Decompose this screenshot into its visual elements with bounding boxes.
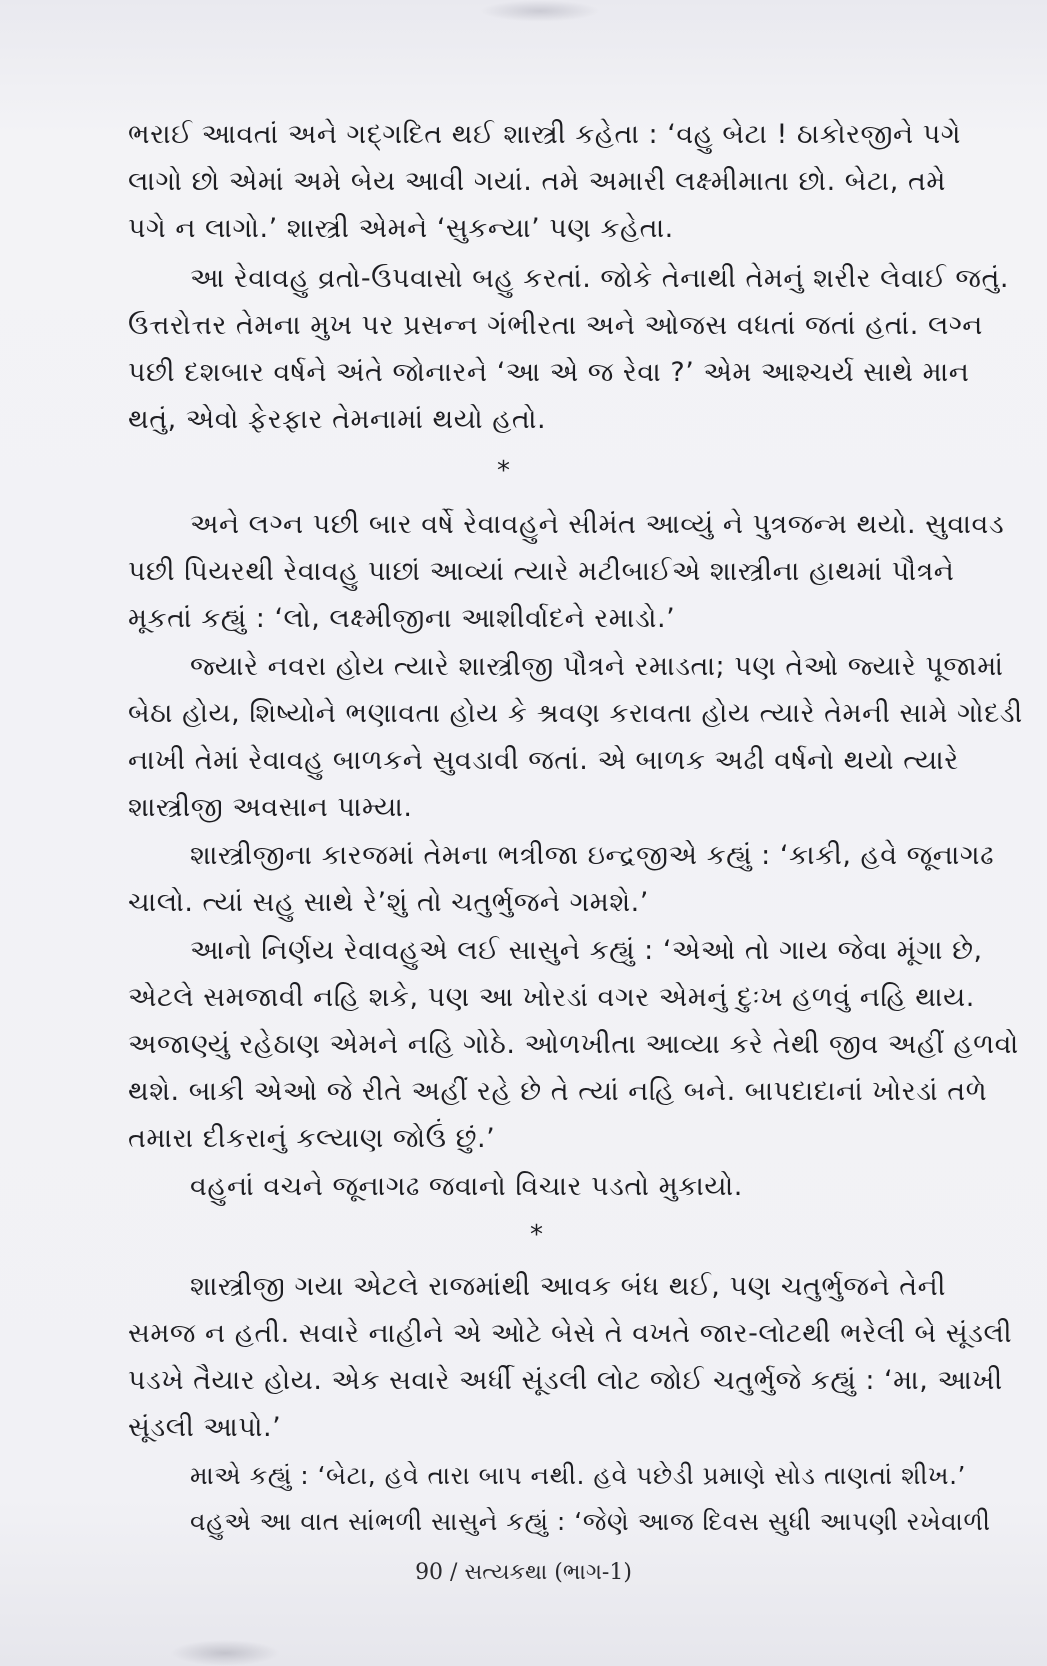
text-line: તમારા દીકરાનું કલ્યાણ જોઉં છું.’ (128, 1123, 496, 1154)
section-separator: * (530, 1220, 543, 1250)
scan-mark-top (480, 0, 600, 22)
text-line: આ રેવાવહુ વ્રતો-ઉપવાસો બહુ કરતાં. જોકે તેનાથી તેમનું શરીર લેવાઈ જતું. (190, 263, 1009, 294)
text-line: નાખી તેમાં રેવાવહુ બાળકને સુવડાવી જતાં. એ બાળક અઢી વર્ષનો થયો ત્યારે (128, 745, 959, 776)
text-line: થશે. બાકી એઓ જે રીતે અહીં રહે છે તે ત્યાં નહિ બને. બાપદાદાનાં ખોરડાં તળે (128, 1076, 988, 1107)
text-line: શાસ્ત્રીજી ગયા એટલે રાજમાંથી આવક બંધ થઈ, પણ ચતુર્ભુજને તેની (190, 1271, 946, 1302)
text-line: ચાલો. ત્યાં સહુ સાથે રે’શું તો ચતુર્ભુજને ગમશે.’ (128, 887, 649, 918)
text-line: અને લગ્ન પછી બાર વર્ષે રેવાવહુને સીમંત આવ્યું ને પુત્રજન્મ થયો. સુવાવડ (190, 509, 1005, 540)
text-line: મૂકતાં કહ્યું : ‘લો, લક્ષ્મીજીના આશીર્વાદને રમાડો.’ (128, 603, 676, 634)
section-separator: * (497, 456, 510, 486)
text-line: પગે ન લાગો.’ શાસ્ત્રી એમને ‘સુકન્યા’ પણ કહેતા. (128, 213, 674, 244)
text-line: ઉત્તરોત્તર તેમના મુખ પર પ્રસન્ન ગંભીરતા અને ઓજસ વધતાં જતાં હતાં. લગ્ન (128, 310, 983, 341)
scan-mark-bottom (170, 1640, 280, 1666)
text-line: આનો નિર્ણય રેવાવહુએ લઈ સાસુને કહ્યું : ‘એઓ તો ગાય જેવા મૂંગા છે, (190, 935, 983, 966)
text-line: માએ કહ્યું : ‘બેટા, હવે તારા બાપ નથી. હવે પછેડી પ્રમાણે સોડ તાણતાં શીખ.’ (190, 1461, 966, 1490)
text-line: એટલે સમજાવી નહિ શકે, પણ આ ખોરડાં વગર એમનું દુઃખ હળવું નહિ થાય. (128, 982, 975, 1013)
page-footer: 90 / સત્યકથા (ભાગ-1) (415, 1560, 632, 1585)
text-line: વહુએ આ વાત સાંભળી સાસુને કહ્યું : ‘જેણે આજ દિવસ સુધી આપણી રખેવાળી (190, 1507, 991, 1536)
text-line: સૂંડલી આપો.’ (128, 1412, 282, 1443)
text-line: પછી પિયરથી રેવાવહુ પાછાં આવ્યાં ત્યારે મટીબાઈએ શાસ્ત્રીના હાથમાં પૌત્રને (128, 556, 955, 587)
text-line: લાગો છો એમાં અમે બેય આવી ગયાં. તમે અમારી લક્ષ્મીમાતા છો. બેટા, તમે (128, 166, 946, 197)
text-line: પડખે તૈયાર હોય. એક સવારે અર્ધી સૂંડલી લોટ જોઈ ચતુર્ભુજે કહ્યું : ‘મા, આખી (128, 1365, 1003, 1396)
text-line: શાસ્ત્રીજીના કારજમાં તેમના ભત્રીજા ઇન્દ્રજીએ કહ્યું : ‘કાકી, હવે જૂનાગઢ (190, 840, 995, 871)
text-line: અજાણ્યું રહેઠાણ એમને નહિ ગોઠે. ઓળખીતા આવ્યા કરે તેથી જીવ અહીં હળવો (128, 1029, 1019, 1060)
text-line: સમજ ન હતી. સવારે નાહીને એ ઓટે બેસે તે વખતે જાર-લોટથી ભરેલી બે સૂંડલી (128, 1318, 1013, 1349)
text-line: જ્યારે નવરા હોય ત્યારે શાસ્ત્રીજી પૌત્રને રમાડતા; પણ તેઓ જ્યારે પૂજામાં (190, 651, 1004, 682)
text-line: શાસ્ત્રીજી અવસાન પામ્યા. (128, 792, 413, 823)
text-line: પછી દશબાર વર્ષને અંતે જોનારને ‘આ એ જ રેવા ?’ એમ આશ્ચર્ય સાથે માન (128, 357, 970, 388)
text-line: બેઠા હોય, શિષ્યોને ભણાવતા હોય કે શ્રવણ કરાવતા હોય ત્યારે તેમની સામે ગોદડી (128, 698, 1023, 729)
text-line: ભરાઈ આવતાં અને ગદ્ગદિત થઈ શાસ્ત્રી કહેતા : ‘વહુ બેટા ! ઠાકોરજીને પગે (128, 119, 961, 150)
text-line: થતું, એવો ફેરફાર તેમનામાં થયો હતો. (128, 404, 547, 435)
text-line: વહુનાં વચને જૂનાગઢ જવાનો વિચાર પડતો મુકાયો. (190, 1171, 743, 1202)
